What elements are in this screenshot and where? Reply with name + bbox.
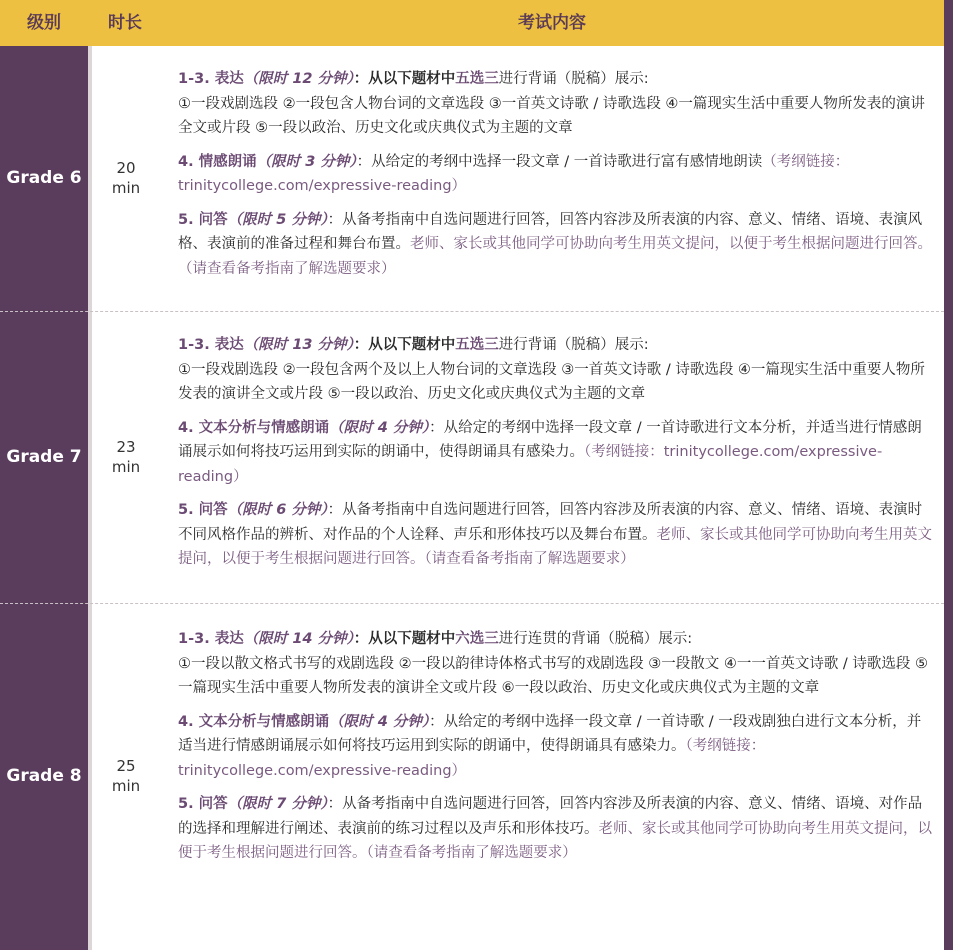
section-text: ：从备考指南中自选问题进行回答，回答内容涉及所表演的内容、意义、情绪、语境、表演时不同风格作品的辨析、对作品的个人诠释、声乐和形体技巧以及舞台布置。 xyxy=(178,502,923,543)
header-content: 考试内容 xyxy=(518,13,586,33)
section-qa xyxy=(178,498,934,572)
time-limit: （限时 14 分钟） xyxy=(243,631,354,647)
section-title: 4. 文本分析与情感朗诵 xyxy=(178,419,330,436)
row-divider xyxy=(0,603,944,604)
duration-value: 23 xyxy=(116,438,136,456)
duration-value: 20 xyxy=(116,159,136,177)
section-title: 5. 问答 xyxy=(178,502,228,518)
section-reading xyxy=(178,150,934,199)
row-content xyxy=(178,67,934,290)
section-text: ：从给定的考纲中选择一段文章 / 一首诗歌 / 一段戏剧独白进行文本分析，并适当进行情感朗诵展示如何将技巧运用到实际的朗诵中，使得朗诵具有感染力。 xyxy=(178,713,922,754)
time-limit: （限时 4 分钟） xyxy=(329,713,430,730)
section-text: ：从以下题材中 xyxy=(353,631,456,647)
grade-label: Grade 7 xyxy=(6,447,82,467)
section-text: ：从以下题材中 xyxy=(353,71,456,87)
section-reading xyxy=(178,710,934,784)
section-title: 5. 问答 xyxy=(178,796,228,812)
material-list: ①一段戏剧选段 ②一段包含两个及以上人物台词的文章选段 ③一首英文诗歌 / 诗歌选段 ④一篇现实生活中重要人物所发表的演讲全文或片段 ⑤一段以政治、历史文化或庆典仪式为主题的文章 xyxy=(178,361,925,402)
grade-label: Grade 6 xyxy=(6,168,82,188)
link-label: （考纲链接： xyxy=(762,153,850,170)
section-text: ：从给定的考纲中选择一段文章 / 一首诗歌进行富有感情地朗读 xyxy=(356,153,763,170)
link-end: ） xyxy=(233,468,248,485)
row-content xyxy=(178,627,934,875)
section-expression xyxy=(178,333,934,407)
duration-unit: min xyxy=(111,179,141,197)
section-title: 1-3. 表达 xyxy=(178,631,244,647)
material-list: ①一段以散文格式书写的戏剧选段 ②一段以韵律诗体格式书写的戏剧选段 ③一段散文 ④一一首英文诗歌 / 诗歌选段 ⑤一篇现实生活中重要人物所发表的演讲全文或片段 ⑥一段以政治、历史文化或庆典仪式为主题的文章 xyxy=(178,655,929,696)
section-reading xyxy=(178,416,934,490)
header-duration: 时长 xyxy=(108,13,142,33)
section-note: 老师、家长或其他同学可协助向考生用英文提问，以便于考生根据问题进行回答。（请查看备考指南了解选题要求） xyxy=(178,236,932,277)
section-text: ：从以下题材中 xyxy=(353,337,456,353)
section-note: 老师、家长或其他同学可协助向考生用英文提问，以便于考生根据问题进行回答。（请查看备考指南了解选题要求） xyxy=(178,820,932,861)
row-content xyxy=(178,333,934,581)
section-text: 进行背诵（脱稿）展示: xyxy=(498,71,649,87)
time-limit: （限时 5 分钟） xyxy=(227,211,328,228)
column-gutter xyxy=(88,46,92,950)
time-limit: （限时 13 分钟） xyxy=(243,337,354,353)
section-text: ：从备考指南中自选问题进行回答，回答内容涉及所表演的内容、意义、情绪、语境、表演风格、表演前的准备过程和舞台布置。 xyxy=(178,211,923,252)
selection-rule: 六选三 xyxy=(455,631,499,647)
selection-rule: 五选三 xyxy=(455,71,499,87)
duration-unit: min xyxy=(111,458,141,476)
section-title: 4. 文本分析与情感朗诵 xyxy=(178,713,330,730)
section-note: 老师、家长或其他同学可协助向考生用英文提问，以便于考生根据问题进行回答。（请查看备考指南了解选题要求） xyxy=(178,526,932,567)
material-list: ①一段戏剧选段 ②一段包含人物台词的文章选段 ③一首英文诗歌 / 诗歌选段 ④一篇现实生活中重要人物所发表的演讲全文或片段 ⑤一段以政治、历史文化或庆典仪式为主题的文章 xyxy=(178,95,925,136)
duration xyxy=(100,437,152,477)
section-expression xyxy=(178,67,934,141)
time-limit: （限时 3 分钟） xyxy=(256,153,357,170)
duration xyxy=(100,756,152,796)
link-end: ） xyxy=(451,178,467,194)
selection-rule: 五选三 xyxy=(455,337,499,353)
right-border xyxy=(944,0,953,950)
time-limit: （限时 4 分钟） xyxy=(329,419,430,436)
syllabus-link[interactable]: trinitycollege.com/expressive-reading xyxy=(178,762,452,779)
grade-label: Grade 8 xyxy=(6,766,82,786)
section-text: ：从给定的考纲中选择一段文章 / 一首诗歌进行文本分析，并适当进行情感朗诵展示如何将技巧运用到实际的朗诵中，使得朗诵具有感染力。 xyxy=(178,419,922,460)
section-qa xyxy=(178,792,934,866)
section-title: 1-3. 表达 xyxy=(178,71,244,87)
link-label: （考纲链接： xyxy=(685,738,766,754)
duration-unit: min xyxy=(111,777,141,795)
syllabus-link[interactable]: trinitycollege.com/expressive-reading xyxy=(178,178,452,194)
time-limit: （限时 6 分钟） xyxy=(227,502,328,518)
duration-value: 25 xyxy=(116,757,136,775)
section-title: 1-3. 表达 xyxy=(178,337,244,353)
section-text: 进行连贯的背诵（脱稿）展示: xyxy=(498,631,693,647)
section-title: 4. 情感朗诵 xyxy=(178,153,257,170)
section-title: 5. 问答 xyxy=(178,211,228,228)
section-expression xyxy=(178,627,934,701)
table-header xyxy=(0,0,944,46)
section-qa xyxy=(178,208,934,282)
header-level: 级别 xyxy=(27,13,61,33)
link-label: （考纲链接： xyxy=(584,444,664,460)
row-divider xyxy=(0,311,944,312)
duration xyxy=(100,158,152,198)
time-limit: （限时 7 分钟） xyxy=(227,796,328,812)
section-text: ：从备考指南中自选问题进行回答，回答内容涉及所表演的内容、意义、情绪、语境、对作品的选择和理解进行阐述、表演前的练习过程以及声乐和形体技巧。 xyxy=(178,796,923,837)
link-end: ） xyxy=(451,762,467,779)
syllabus-link[interactable]: trinitycollege.com/expressive-reading xyxy=(178,444,883,485)
section-text: 进行背诵（脱稿）展示: xyxy=(498,337,649,353)
time-limit: （限时 12 分钟） xyxy=(243,71,354,87)
